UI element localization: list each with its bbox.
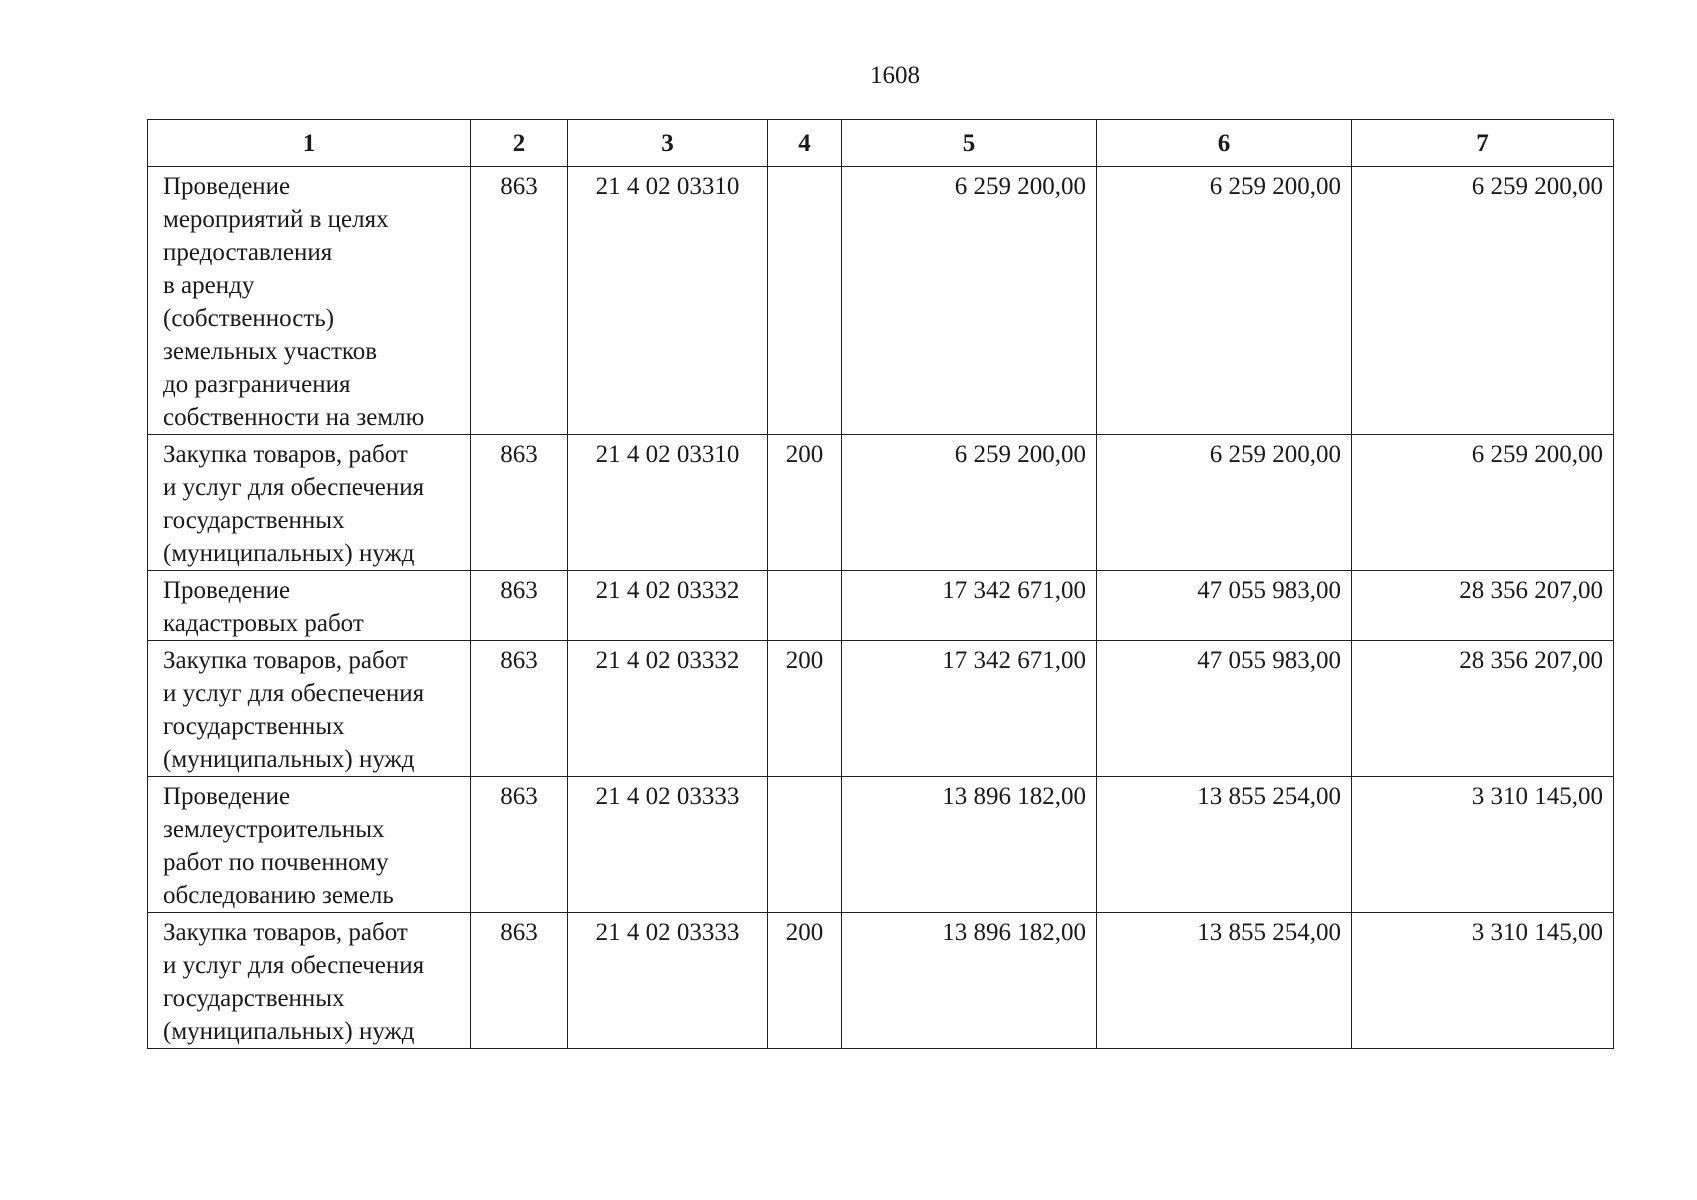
item-name-line: и услуг для обеспечения [163, 474, 425, 501]
department-code-cell: 863 [471, 435, 568, 571]
expense-type-cell [768, 777, 842, 913]
item-name-line: Закупка товаров, работ [163, 919, 408, 946]
department-code-cell: 863 [471, 641, 568, 777]
item-name-line: (муниципальных) нужд [163, 746, 415, 773]
amount-cell-7: 3 310 145,00 [1352, 913, 1614, 1049]
column-header: 1 [148, 120, 471, 167]
column-header: 2 [471, 120, 568, 167]
department-code-cell: 863 [471, 167, 568, 435]
target-article-cell: 21 4 02 03333 [568, 777, 768, 913]
item-name-cell [148, 167, 471, 435]
target-article-cell: 21 4 02 03332 [568, 641, 768, 777]
item-name-line: (собственность) [163, 305, 335, 332]
table-row [148, 913, 1614, 1049]
expense-type-cell [768, 167, 842, 435]
amount-cell-6: 13 855 254,00 [1097, 913, 1352, 1049]
target-article-cell: 21 4 02 03310 [568, 435, 768, 571]
expense-type-cell: 200 [768, 913, 842, 1049]
column-header: 7 [1352, 120, 1614, 167]
amount-cell-6: 47 055 983,00 [1097, 571, 1352, 641]
amount-cell-7: 28 356 207,00 [1352, 641, 1614, 777]
table-row [148, 777, 1614, 913]
item-name-line: государственных [163, 985, 345, 1012]
column-header: 6 [1097, 120, 1352, 167]
item-name-cell [148, 913, 471, 1049]
amount-cell-6: 6 259 200,00 [1097, 167, 1352, 435]
target-article-cell: 21 4 02 03332 [568, 571, 768, 641]
amount-cell-6: 47 055 983,00 [1097, 641, 1352, 777]
amount-cell-5: 13 896 182,00 [842, 913, 1097, 1049]
item-name-line: землеустроительных [163, 816, 385, 843]
target-article-cell: 21 4 02 03333 [568, 913, 768, 1049]
page-number: 1608 [870, 62, 920, 89]
department-code-cell: 863 [471, 571, 568, 641]
item-name-line: (муниципальных) нужд [163, 540, 415, 567]
amount-cell-7: 3 310 145,00 [1352, 777, 1614, 913]
expense-type-cell: 200 [768, 435, 842, 571]
item-name-line: Проведение [163, 577, 291, 604]
item-name-line: государственных [163, 713, 345, 740]
item-name-line: мероприятий в целях [163, 206, 389, 233]
target-article-cell: 21 4 02 03310 [568, 167, 768, 435]
item-name-line: и услуг для обеспечения [163, 952, 425, 979]
item-name-line: и услуг для обеспечения [163, 680, 425, 707]
item-name-line: Проведение [163, 173, 291, 200]
item-name-line: обследованию земель [163, 882, 394, 909]
item-name-line: работ по почвенному [163, 849, 389, 876]
department-code-cell: 863 [471, 777, 568, 913]
item-name-line: в аренду [163, 272, 255, 299]
item-name-line: Проведение [163, 783, 291, 810]
column-header: 3 [568, 120, 768, 167]
amount-cell-7: 6 259 200,00 [1352, 435, 1614, 571]
item-name-cell [148, 777, 471, 913]
table-header-row [148, 120, 1614, 167]
amount-cell-7: 6 259 200,00 [1352, 167, 1614, 435]
table-row [148, 167, 1614, 435]
department-code-cell: 863 [471, 913, 568, 1049]
amount-cell-7: 28 356 207,00 [1352, 571, 1614, 641]
item-name-line: предоставления [163, 239, 333, 266]
item-name-line: собственности на землю [163, 404, 425, 431]
item-name-cell [148, 641, 471, 777]
table-row [148, 571, 1614, 641]
table-row [148, 641, 1614, 777]
expense-type-cell: 200 [768, 641, 842, 777]
amount-cell-5: 17 342 671,00 [842, 641, 1097, 777]
column-header: 4 [768, 120, 842, 167]
expense-type-cell [768, 571, 842, 641]
item-name-line: Закупка товаров, работ [163, 441, 408, 468]
item-name-line: кадастровых работ [163, 610, 364, 637]
item-name-line: до разграничения [163, 371, 351, 398]
item-name-line: государственных [163, 507, 345, 534]
table-row [148, 435, 1614, 571]
amount-cell-5: 6 259 200,00 [842, 435, 1097, 571]
amount-cell-5: 6 259 200,00 [842, 167, 1097, 435]
budget-table [147, 119, 1614, 1049]
item-name-cell [148, 571, 471, 641]
item-name-line: земельных участков [163, 338, 378, 365]
item-name-line: Закупка товаров, работ [163, 647, 408, 674]
item-name-cell [148, 435, 471, 571]
amount-cell-6: 6 259 200,00 [1097, 435, 1352, 571]
amount-cell-5: 13 896 182,00 [842, 777, 1097, 913]
amount-cell-5: 17 342 671,00 [842, 571, 1097, 641]
item-name-line: (муниципальных) нужд [163, 1018, 415, 1045]
amount-cell-6: 13 855 254,00 [1097, 777, 1352, 913]
column-header: 5 [842, 120, 1097, 167]
